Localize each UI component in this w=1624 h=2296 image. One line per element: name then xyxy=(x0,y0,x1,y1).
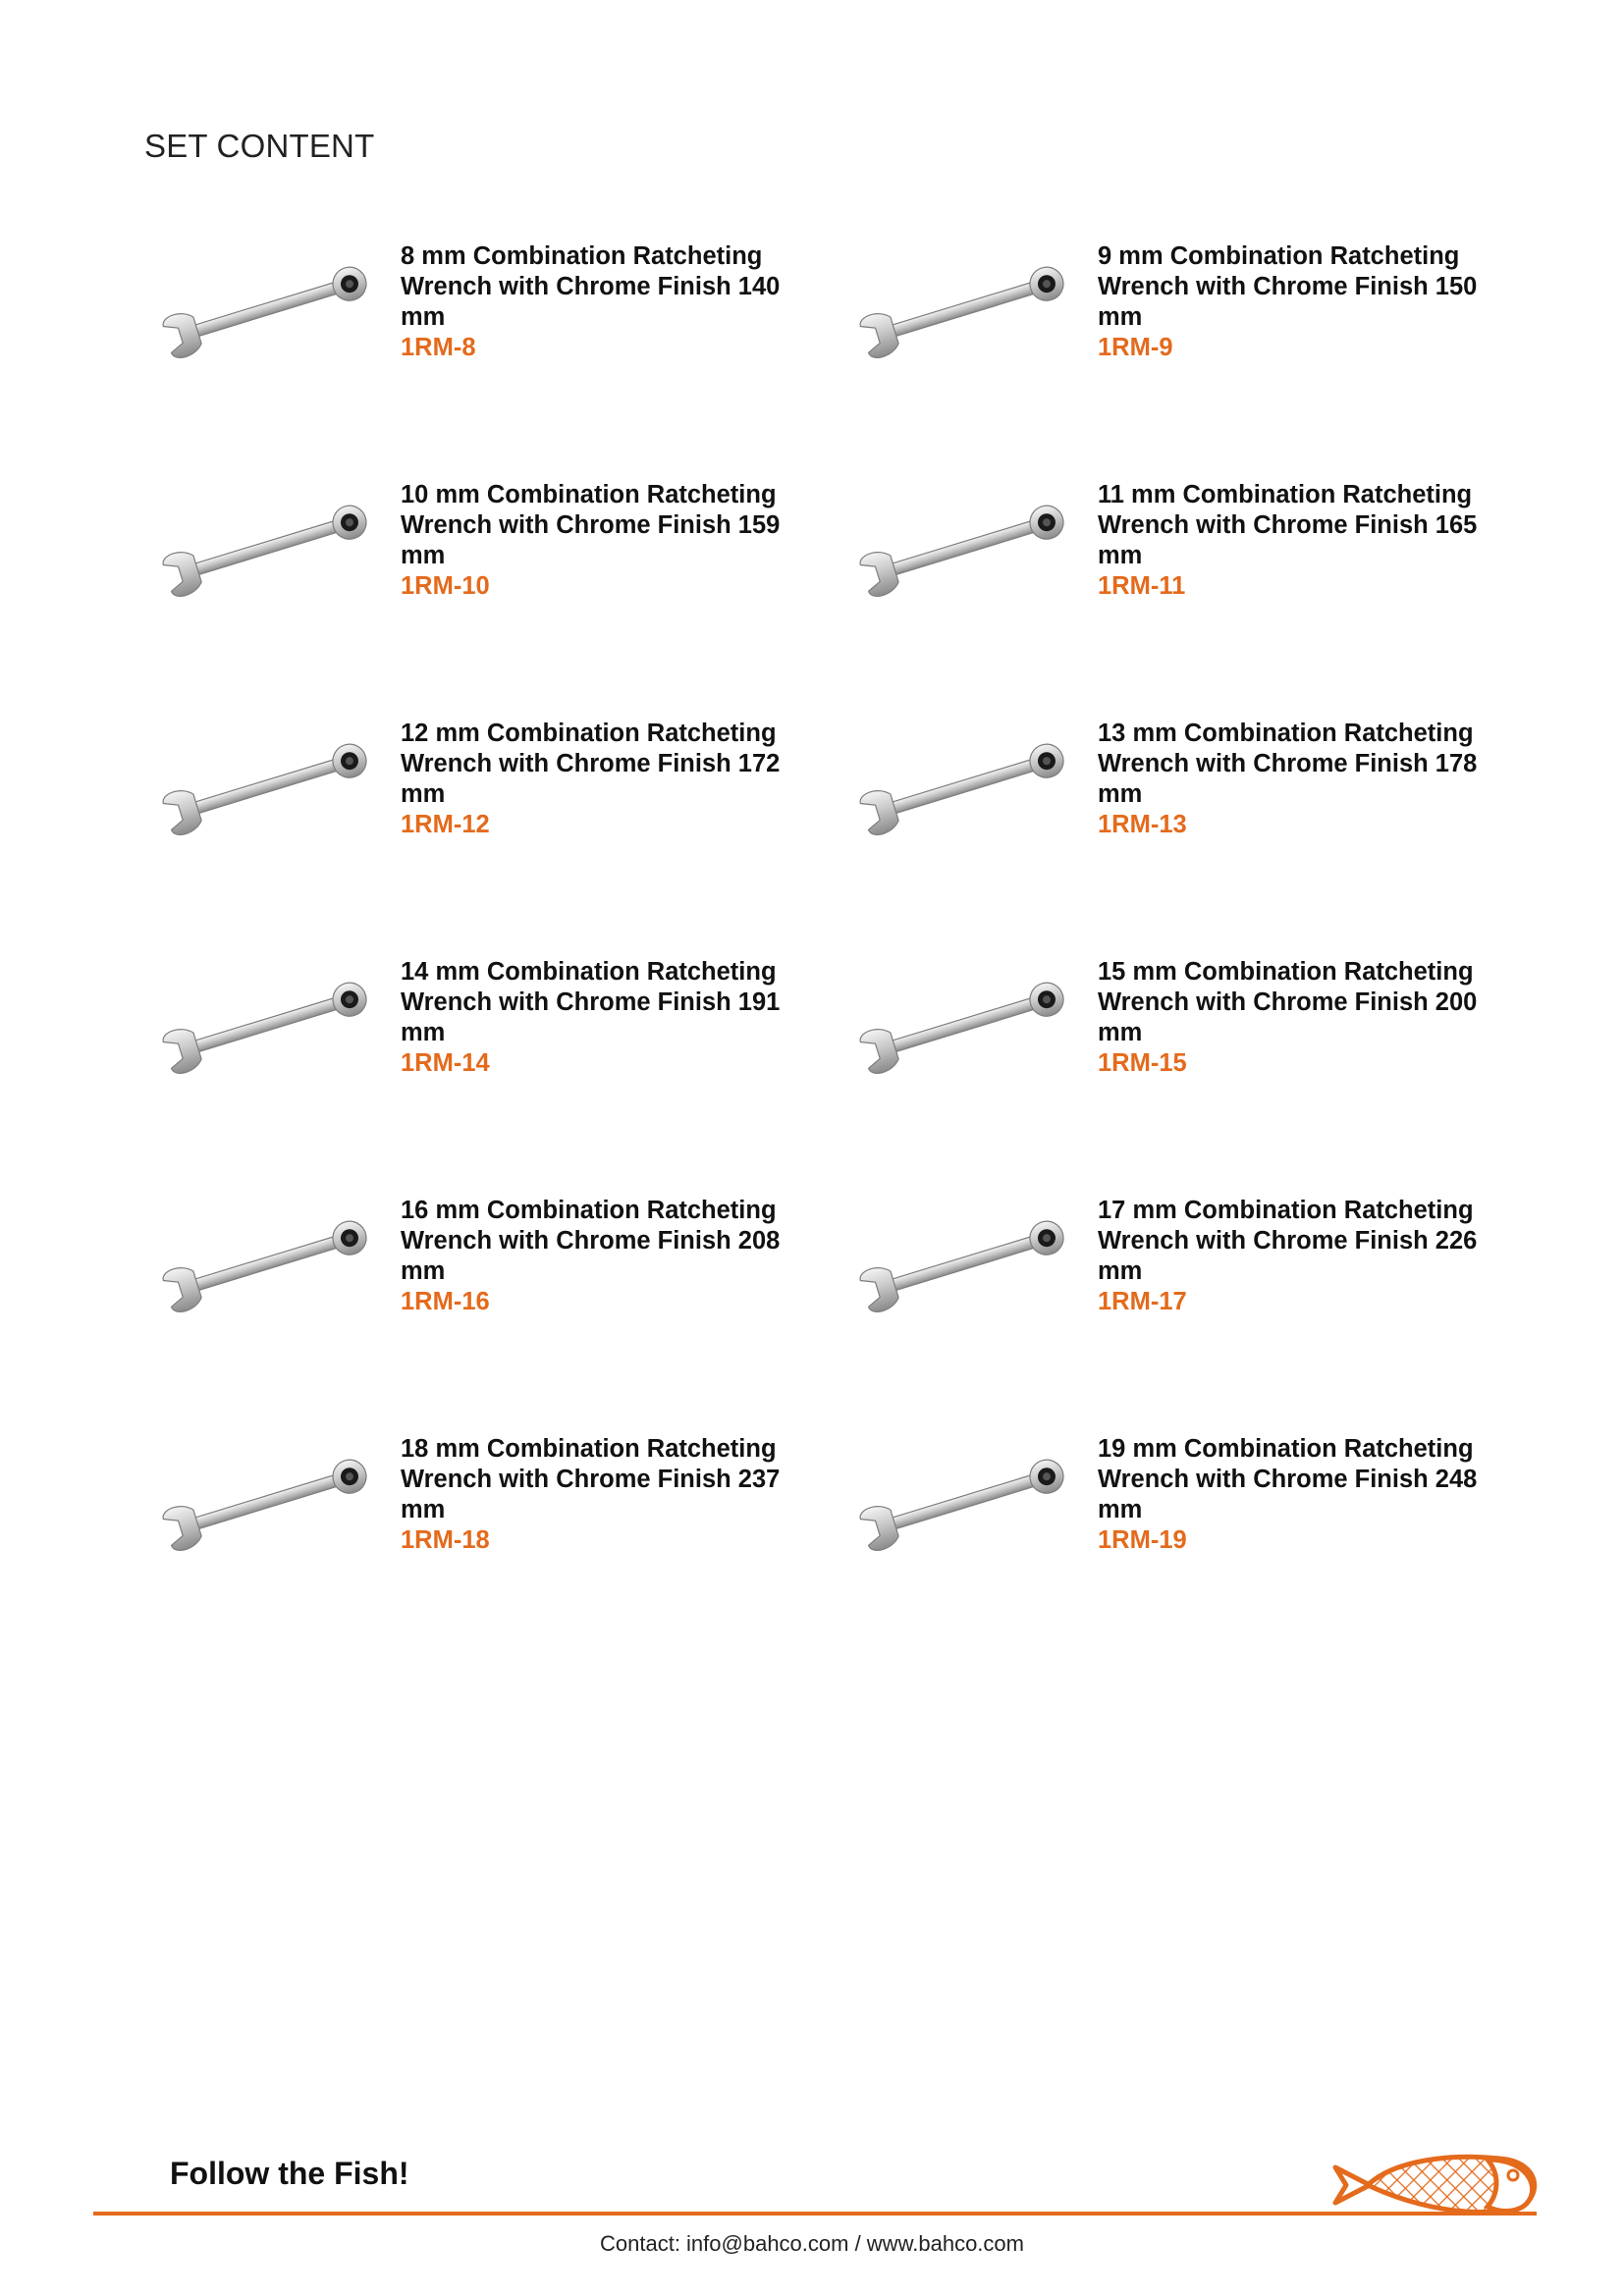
item-code: 1RM-13 xyxy=(1098,811,1187,838)
item-code: 1RM-10 xyxy=(401,572,490,600)
item-code: 1RM-17 xyxy=(1098,1288,1187,1315)
item-code: 1RM-18 xyxy=(401,1526,490,1554)
item-name: 14 mm Combination Ratcheting Wrench with Chrome Finish 191 mm xyxy=(401,958,781,1046)
wrench-icon xyxy=(854,1209,1080,1317)
item-name: 10 mm Combination Ratcheting Wrench with Chrome Finish 159 mm xyxy=(401,481,781,569)
wrench-icon xyxy=(157,732,383,840)
item-name: 16 mm Combination Ratcheting Wrench with Chrome Finish 208 mm xyxy=(401,1197,781,1285)
item-name: 17 mm Combination Ratcheting Wrench with Chrome Finish 226 mm xyxy=(1098,1197,1478,1285)
list-item xyxy=(854,1434,1532,1673)
item-name: 13 mm Combination Ratcheting Wrench with Chrome Finish 178 mm xyxy=(1098,720,1478,808)
list-item xyxy=(157,1196,854,1434)
list-item xyxy=(854,957,1532,1196)
wrench-icon xyxy=(854,494,1080,602)
footer-divider xyxy=(93,2212,1537,2216)
list-item xyxy=(157,480,854,719)
item-name: 18 mm Combination Ratcheting Wrench with Chrome Finish 237 mm xyxy=(401,1435,781,1523)
wrench-icon xyxy=(157,255,383,363)
wrench-icon xyxy=(157,971,383,1079)
item-code: 1RM-16 xyxy=(401,1288,490,1315)
item-code: 1RM-11 xyxy=(1098,572,1186,600)
wrench-icon xyxy=(157,1209,383,1317)
item-code: 1RM-8 xyxy=(401,334,476,361)
list-item xyxy=(157,719,854,957)
item-name: 15 mm Combination Ratcheting Wrench with Chrome Finish 200 mm xyxy=(1098,958,1478,1046)
item-code: 1RM-12 xyxy=(401,811,490,838)
item-code: 1RM-19 xyxy=(1098,1526,1187,1554)
set-content-grid xyxy=(157,241,1532,1673)
list-item xyxy=(854,241,1532,480)
list-item xyxy=(854,719,1532,957)
footer-contact: Contact: info@bahco.com / www.bahco.com xyxy=(600,2231,1024,2256)
item-name: 11 mm Combination Ratcheting Wrench with Chrome Finish 165 mm xyxy=(1098,481,1478,569)
list-item xyxy=(157,1434,854,1673)
list-item xyxy=(854,1196,1532,1434)
item-code: 1RM-14 xyxy=(401,1049,490,1077)
wrench-icon xyxy=(157,494,383,602)
list-item xyxy=(854,480,1532,719)
list-item xyxy=(157,241,854,480)
wrench-icon xyxy=(854,732,1080,840)
item-code: 1RM-9 xyxy=(1098,334,1173,361)
wrench-icon xyxy=(854,255,1080,363)
list-item xyxy=(157,957,854,1196)
page-title: SET CONTENT xyxy=(144,128,375,164)
wrench-icon xyxy=(854,1448,1080,1556)
wrench-icon xyxy=(854,971,1080,1079)
wrench-icon xyxy=(157,1448,383,1556)
item-name: 9 mm Combination Ratcheting Wrench with Chrome Finish 150 mm xyxy=(1098,242,1478,331)
item-name: 8 mm Combination Ratcheting Wrench with Chrome Finish 140 mm xyxy=(401,242,781,331)
item-name: 19 mm Combination Ratcheting Wrench with Chrome Finish 248 mm xyxy=(1098,1435,1478,1523)
footer-tagline: Follow the Fish! xyxy=(170,2156,409,2191)
item-code: 1RM-15 xyxy=(1098,1049,1187,1077)
item-name: 12 mm Combination Ratcheting Wrench with Chrome Finish 172 mm xyxy=(401,720,781,808)
